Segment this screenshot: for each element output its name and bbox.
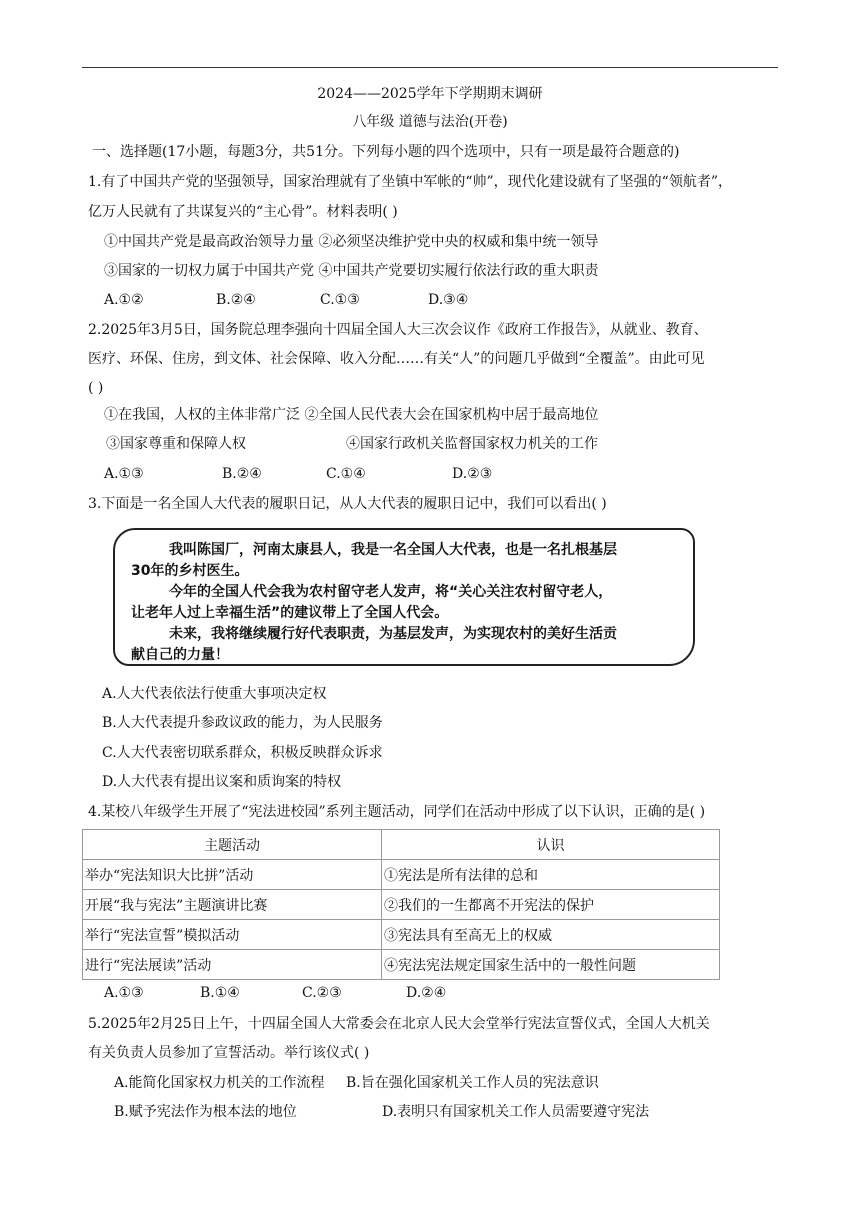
q2-stem-line2: 医疗、环保、住房，到文体、社会保障、收入分配……有关“人”的问题几乎做到“全覆盖”。由此可见	[88, 351, 705, 367]
q2-stem-line3: ( )	[88, 380, 104, 396]
q3-option-a[interactable]: A.人大代表依法行使重大事项决定权	[102, 686, 327, 702]
q2-stem-line1: 2.2025年3月5日，国务院总理李强向十四届全国人大三次会议作《政府工作报告》，从就业、教育、	[88, 322, 708, 338]
q4-options	[104, 983, 446, 1003]
diary-line: 我叫陈国厂，河南太康县人，我是一名全国人大代表，也是一名扎根基层	[169, 542, 617, 558]
diary-line: 未来，我将继续履行好代表职责，为基层发声，为实现农村的美好生活贡	[169, 626, 617, 642]
q5-stem-line2: 有关负责人员参加了宣誓活动。举行该仪式( )	[88, 1045, 370, 1061]
q2-item-line1: ①在我国，人权的主体非常广泛 ②全国人民代表大会在国家机构中居于最高地位	[104, 407, 599, 423]
q4-option-c[interactable]: C.②③	[302, 985, 342, 1001]
diary-line: 今年的全国人代会我为农村留守老人发声，将“关心关注农村留守老人，	[169, 584, 613, 600]
diary-box	[113, 528, 695, 666]
q5-option-b2[interactable]: B.赋予宪法作为根本法的地位	[114, 1104, 297, 1120]
q1-option-d[interactable]: D.③④	[428, 292, 469, 308]
q4-table	[82, 829, 720, 980]
header-rule	[82, 67, 778, 68]
table-cell: ①宪法是所有法律的总和	[382, 860, 720, 890]
q2-option-a[interactable]: A.①③	[104, 466, 144, 482]
q5-option-b[interactable]: B.旨在强化国家机关工作人员的宪法意识	[346, 1075, 599, 1091]
q1-item-line1: ①中国共产党是最高政治领导力量 ②必须坚决维护党中央的权威和集中统一领导	[104, 234, 599, 250]
q4-option-b[interactable]: B.①④	[200, 985, 240, 1001]
q2-item-4: ④国家行政机关监督国家权力机关的工作	[346, 436, 598, 452]
table-cell: 进行“宪法展读”活动	[83, 950, 382, 980]
table-row	[83, 920, 720, 950]
table-row	[83, 860, 720, 890]
q3-option-b[interactable]: B.人大代表提升参政议政的能力，为人民服务	[102, 715, 383, 731]
table-cell: 开展“我与宪法”主题演讲比赛	[83, 890, 382, 920]
table-header-activity: 主题活动	[83, 830, 382, 860]
q4-option-d[interactable]: D.②④	[406, 985, 447, 1001]
q5-option-a[interactable]: A.能简化国家权力机关的工作流程	[114, 1075, 325, 1091]
q4-option-a[interactable]: A.①③	[104, 985, 144, 1001]
exam-title: 2024——2025学年下学期期末调研	[317, 86, 543, 102]
q1-option-c[interactable]: C.①③	[320, 292, 360, 308]
section-heading: 一、选择题(17小题，每题3分，共51分。下列每小题的四个选项中，只有一项是最符合题意的)	[92, 144, 680, 160]
q2-option-d[interactable]: D.②③	[452, 466, 493, 482]
table-cell: ③宪法具有至高无上的权威	[382, 920, 720, 950]
diary-line: 30年的乡村医生。	[131, 563, 249, 579]
q3-option-c[interactable]: C.人大代表密切联系群众，积极反映群众诉求	[102, 745, 383, 761]
q2-options	[104, 464, 492, 484]
table-cell: 举办“宪法知识大比拼”活动	[83, 860, 382, 890]
table-header-row	[83, 830, 720, 860]
exam-subtitle: 八年级 道德与法治(开卷)	[352, 114, 508, 130]
q2-option-c[interactable]: C.①④	[326, 466, 366, 482]
q5-option-d[interactable]: D.表明只有国家机关工作人员需要遵守宪法	[382, 1104, 650, 1120]
table-cell: ④宪法宪法规定国家生活中的一般性问题	[382, 950, 720, 980]
q1-options	[104, 290, 468, 310]
table-row	[83, 890, 720, 920]
table-cell: ②我们的一生都离不开宪法的保护	[382, 890, 720, 920]
q3-option-d[interactable]: D.人大代表有提出议案和质询案的特权	[102, 774, 342, 790]
q3-stem: 3.下面是一名全国人大代表的履职日记，从人大代表的履职日记中，我们可以看出( )	[88, 496, 607, 512]
diary-line: 献自己的力量！	[131, 647, 229, 663]
q2-item-3: ③国家尊重和保障人权	[106, 436, 246, 452]
q1-stem-line1: 1.有了中国共产党的坚强领导，国家治理就有了坐镇中军帐的“帅”，现代化建设就有了坚强的“领航者”，	[88, 174, 732, 190]
table-row	[83, 950, 720, 980]
table-header-understanding: 认识	[382, 830, 720, 860]
q5-stem-line1: 5.2025年2月25日上午，十四届全国人大常委会在北京人民大会堂举行宪法宣誓仪式，全国人大机关	[88, 1016, 710, 1032]
diary-line: 让老年人过上幸福生活”的建议带上了全国人代会。	[131, 605, 449, 621]
q1-option-a[interactable]: A.①②	[104, 292, 144, 308]
q2-option-b[interactable]: B.②④	[222, 466, 262, 482]
q1-item-line2: ③国家的一切权力属于中国共产党 ④中国共产党要切实履行依法行政的重大职责	[104, 263, 599, 279]
q4-stem: 4.某校八年级学生开展了“宪法进校园”系列主题活动，同学们在活动中形成了以下认识，正确的是( )	[88, 804, 706, 820]
q1-stem-line2: 亿万人民就有了共谋复兴的“主心骨”。材料表明( )	[88, 204, 398, 220]
q1-option-b[interactable]: B.②④	[216, 292, 256, 308]
table-cell: 举行“宪法宣誓”模拟活动	[83, 920, 382, 950]
